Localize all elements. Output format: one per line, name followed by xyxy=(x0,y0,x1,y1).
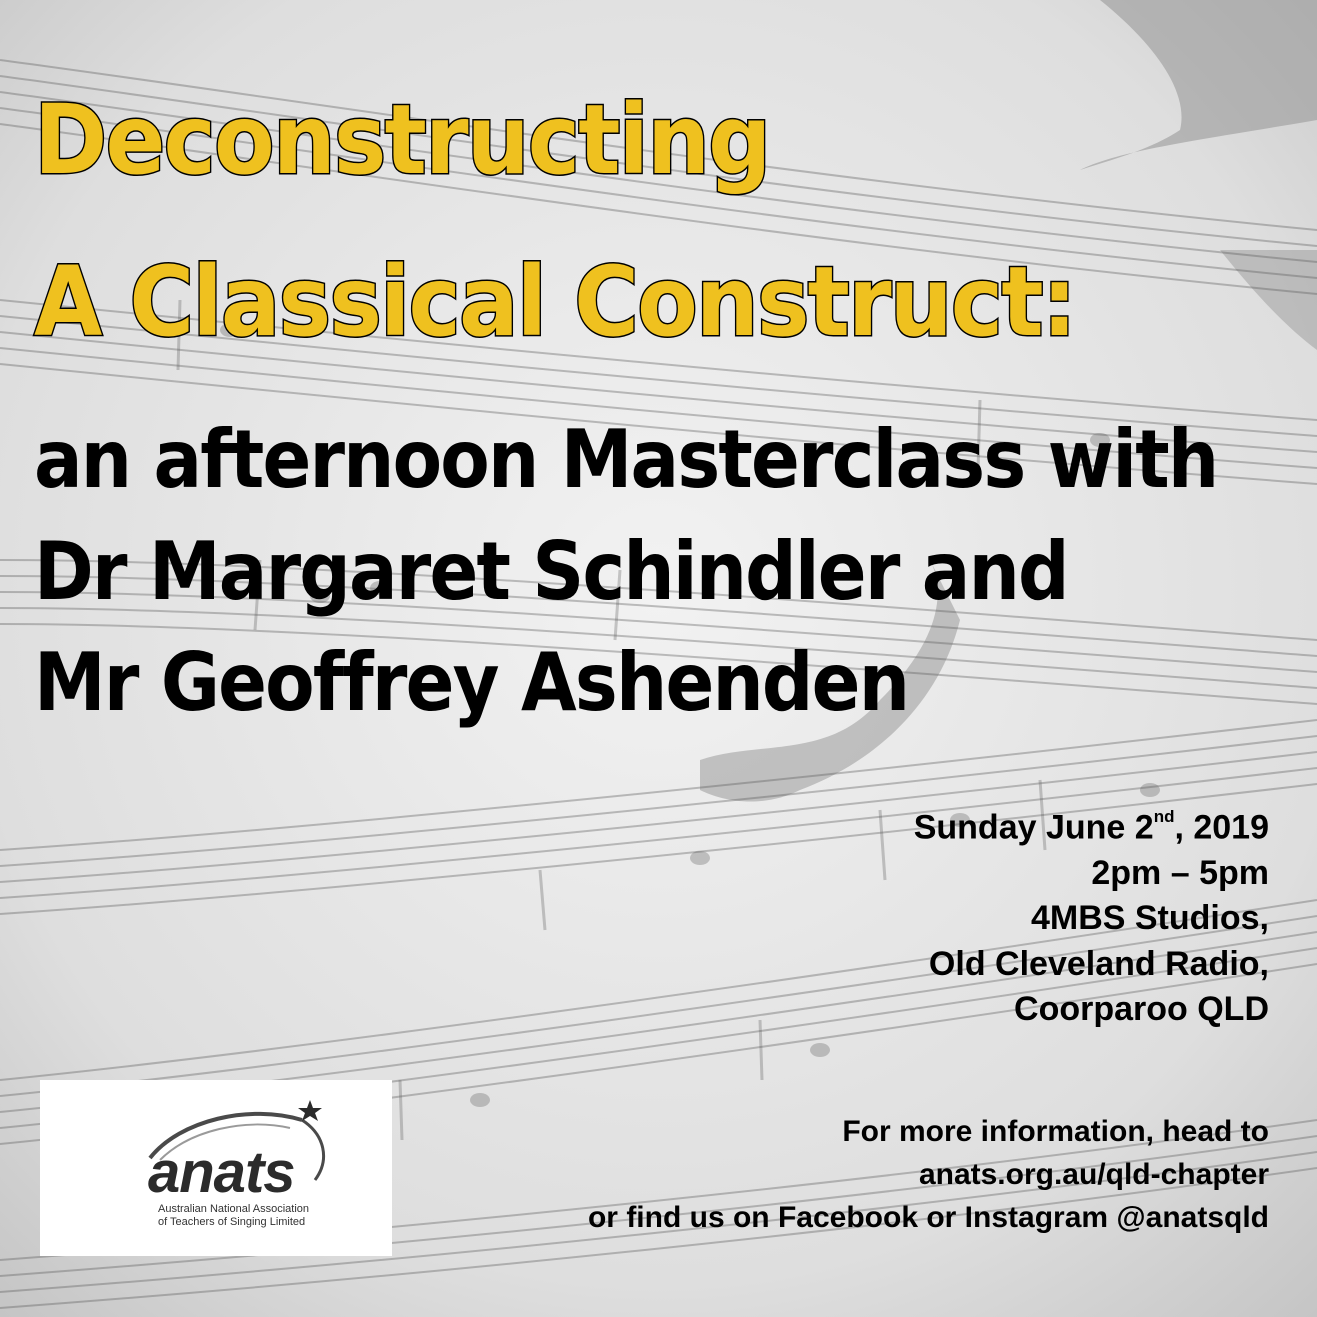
logo-tagline xyxy=(158,1203,309,1229)
info-line-1: For more information, head to xyxy=(842,1115,1269,1148)
title-line-2: A Classical Construct: xyxy=(34,246,1076,358)
event-date-day: Sunday June 2 xyxy=(913,808,1154,847)
logo-tagline-line-1: Australian National Association xyxy=(158,1203,310,1215)
subtitle-line-2: Dr Margaret Schindler and xyxy=(34,525,1068,618)
event-venue-line-1: 4MBS Studios, xyxy=(1030,899,1269,938)
event-date-ordinal: nd xyxy=(1153,807,1175,826)
info-line-3: or find us on Facebook or Instagram @anatsqld xyxy=(587,1201,1269,1234)
logo-tagline-line-2: of Teachers of Singing Limited xyxy=(158,1216,306,1228)
logo-wordmark: anats xyxy=(148,1140,295,1205)
event-venue-line-2: Old Cleveland Radio, xyxy=(928,944,1269,983)
title-line-1: Deconstructing xyxy=(34,84,770,196)
event-time: 2pm – 5pm xyxy=(1091,853,1269,892)
event-date-year: , 2019 xyxy=(1174,808,1269,847)
info-line-2: anats.org.au/qld-chapter xyxy=(918,1158,1269,1191)
event-date xyxy=(914,798,1269,851)
anats-logo xyxy=(40,1080,392,1256)
event-details xyxy=(914,798,1269,1033)
subtitle-line-1: an afternoon Masterclass with xyxy=(34,413,1218,506)
event-venue-line-3: Coorparoo QLD xyxy=(1014,990,1269,1029)
subtitle-line-3: Mr Geoffrey Ashenden xyxy=(34,636,909,729)
more-info xyxy=(588,1110,1269,1239)
